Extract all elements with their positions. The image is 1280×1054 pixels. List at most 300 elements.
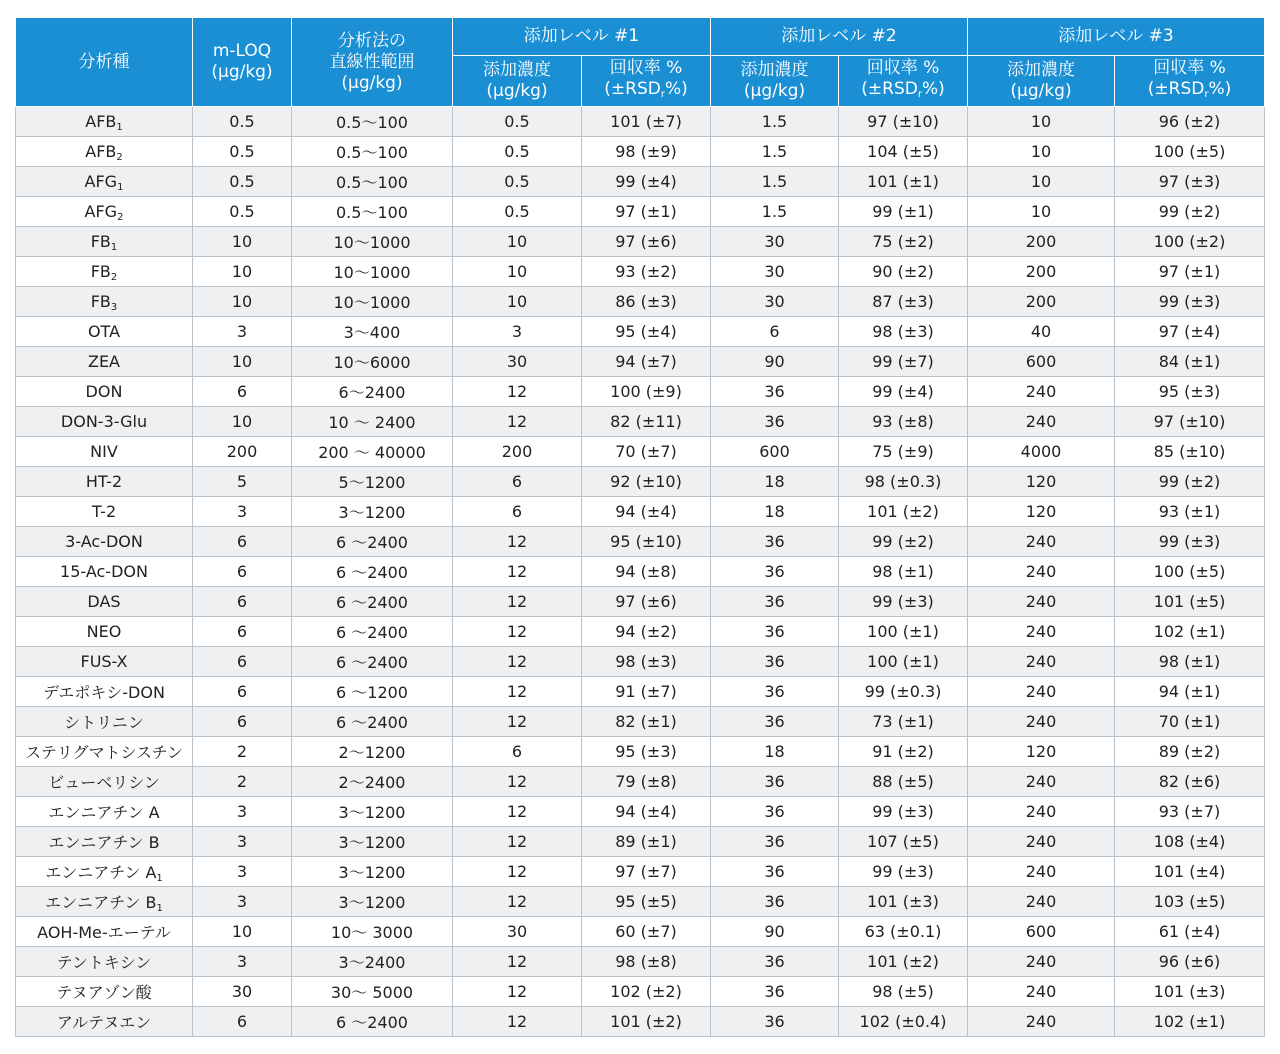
cell-linear-range: 3～2400 — [292, 947, 453, 977]
cell-recovery-2: 99 (±3) — [839, 587, 968, 617]
cell-conc-2: 36 — [711, 677, 839, 707]
cell-linear-range: 200 ～ 40000 — [292, 437, 453, 467]
table-row — [16, 497, 1265, 527]
cell-conc-2: 36 — [711, 707, 839, 737]
cell-analyte: ZEA — [16, 347, 193, 377]
cell-conc-2: 18 — [711, 737, 839, 767]
cell-conc-2: 36 — [711, 767, 839, 797]
recovery-table — [15, 17, 1265, 1037]
cell-conc-1: 0.5 — [453, 167, 582, 197]
cell-analyte: エンニアチン $A_1$ — [16, 857, 193, 887]
cell-conc-3: 600 — [968, 917, 1115, 947]
cell-conc-2: 36 — [711, 587, 839, 617]
cell-linear-range: 0.5～100 — [292, 137, 453, 167]
cell-analyte: エンニアチン A — [16, 797, 193, 827]
cell-linear-range: 5～1200 — [292, 467, 453, 497]
cell-recovery-2: 100 (±1) — [839, 647, 968, 677]
cell-linear-range: 0.5～100 — [292, 197, 453, 227]
cell-mloq: 3 — [193, 797, 292, 827]
table-row — [16, 197, 1265, 227]
header-linear-range: 分析法の 直線性範囲 (μg/kg) — [292, 18, 453, 107]
cell-mloq: 6 — [193, 677, 292, 707]
cell-recovery-3: 102 (±1) — [1115, 1007, 1265, 1037]
cell-conc-3: 240 — [968, 857, 1115, 887]
cell-conc-3: 240 — [968, 557, 1115, 587]
cell-conc-2: 30 — [711, 287, 839, 317]
cell-linear-range: 30～ 5000 — [292, 977, 453, 1007]
cell-recovery-1: 94 (±2) — [582, 617, 711, 647]
cell-recovery-2: 75 (±2) — [839, 227, 968, 257]
header-level-2: 添加レベル #2 — [711, 18, 968, 56]
cell-conc-1: 12 — [453, 827, 582, 857]
cell-recovery-2: 88 (±5) — [839, 767, 968, 797]
cell-conc-2: 36 — [711, 887, 839, 917]
cell-conc-1: 10 — [453, 257, 582, 287]
cell-conc-1: 12 — [453, 947, 582, 977]
cell-recovery-3: 61 (±4) — [1115, 917, 1265, 947]
cell-conc-2: 36 — [711, 527, 839, 557]
cell-recovery-1: 95 (±3) — [582, 737, 711, 767]
cell-analyte: $AFG_1$ — [16, 167, 193, 197]
cell-recovery-3: 85 (±10) — [1115, 437, 1265, 467]
cell-linear-range: 6 ～2400 — [292, 617, 453, 647]
cell-analyte: $FB_2$ — [16, 257, 193, 287]
cell-conc-2: 36 — [711, 647, 839, 677]
table-row — [16, 647, 1265, 677]
cell-recovery-1: 92 (±10) — [582, 467, 711, 497]
cell-mloq: 6 — [193, 587, 292, 617]
cell-mloq: 10 — [193, 347, 292, 377]
table-row — [16, 257, 1265, 287]
cell-conc-1: 12 — [453, 887, 582, 917]
cell-linear-range: 6 ～2400 — [292, 1007, 453, 1037]
cell-conc-3: 600 — [968, 347, 1115, 377]
cell-recovery-1: 101 (±2) — [582, 1007, 711, 1037]
recovery-table-container — [15, 17, 1264, 1037]
cell-linear-range: 3～1200 — [292, 887, 453, 917]
cell-analyte: テントキシン — [16, 947, 193, 977]
cell-analyte: ステリグマトシスチン — [16, 737, 193, 767]
cell-mloq: 0.5 — [193, 137, 292, 167]
cell-conc-2: 1.5 — [711, 197, 839, 227]
cell-mloq: 0.5 — [193, 197, 292, 227]
cell-recovery-3: 100 (±5) — [1115, 137, 1265, 167]
cell-analyte: OTA — [16, 317, 193, 347]
table-row — [16, 377, 1265, 407]
cell-conc-3: 120 — [968, 737, 1115, 767]
cell-recovery-2: 97 (±10) — [839, 107, 968, 137]
cell-recovery-2: 93 (±8) — [839, 407, 968, 437]
cell-recovery-2: 99 (±1) — [839, 197, 968, 227]
cell-linear-range: 3～1200 — [292, 827, 453, 857]
cell-conc-2: 36 — [711, 797, 839, 827]
table-row — [16, 677, 1265, 707]
cell-linear-range: 10～1000 — [292, 227, 453, 257]
cell-linear-range: 3～400 — [292, 317, 453, 347]
cell-mloq: 3 — [193, 827, 292, 857]
cell-recovery-1: 70 (±7) — [582, 437, 711, 467]
cell-recovery-3: 99 (±2) — [1115, 467, 1265, 497]
table-header — [16, 18, 1265, 107]
cell-recovery-1: 95 (±4) — [582, 317, 711, 347]
cell-analyte: $AFG_2$ — [16, 197, 193, 227]
header-recovery-2: 回収率 % (±RSDr%) — [839, 56, 968, 107]
cell-recovery-3: 99 (±3) — [1115, 287, 1265, 317]
cell-linear-range: 6 ～2400 — [292, 527, 453, 557]
cell-linear-range: 0.5～100 — [292, 167, 453, 197]
cell-mloq: 10 — [193, 257, 292, 287]
cell-analyte: NIV — [16, 437, 193, 467]
cell-conc-2: 36 — [711, 617, 839, 647]
cell-mloq: 6 — [193, 647, 292, 677]
cell-conc-2: 1.5 — [711, 107, 839, 137]
cell-recovery-2: 63 (±0.1) — [839, 917, 968, 947]
cell-recovery-1: 86 (±3) — [582, 287, 711, 317]
cell-recovery-1: 94 (±7) — [582, 347, 711, 377]
cell-mloq: 3 — [193, 317, 292, 347]
cell-conc-1: 12 — [453, 707, 582, 737]
cell-recovery-1: 101 (±7) — [582, 107, 711, 137]
table-body — [16, 107, 1265, 1037]
cell-recovery-1: 94 (±8) — [582, 557, 711, 587]
cell-conc-3: 240 — [968, 887, 1115, 917]
cell-analyte: HT-2 — [16, 467, 193, 497]
cell-conc-2: 6 — [711, 317, 839, 347]
cell-recovery-1: 97 (±6) — [582, 587, 711, 617]
table-row — [16, 797, 1265, 827]
cell-recovery-1: 95 (±10) — [582, 527, 711, 557]
header-conc-3: 添加濃度 (μg/kg) — [968, 56, 1115, 107]
cell-linear-range: 10～6000 — [292, 347, 453, 377]
header-level-3: 添加レベル #3 — [968, 18, 1265, 56]
cell-analyte: T-2 — [16, 497, 193, 527]
cell-recovery-3: 94 (±1) — [1115, 677, 1265, 707]
cell-recovery-1: 89 (±1) — [582, 827, 711, 857]
cell-conc-3: 240 — [968, 947, 1115, 977]
cell-recovery-3: 95 (±3) — [1115, 377, 1265, 407]
cell-conc-3: 10 — [968, 107, 1115, 137]
cell-linear-range: 6 ～2400 — [292, 587, 453, 617]
cell-conc-2: 36 — [711, 827, 839, 857]
cell-conc-1: 12 — [453, 587, 582, 617]
cell-linear-range: 6 ～1200 — [292, 677, 453, 707]
cell-mloq: 6 — [193, 377, 292, 407]
table-row — [16, 167, 1265, 197]
table-row — [16, 437, 1265, 467]
cell-recovery-2: 100 (±1) — [839, 617, 968, 647]
cell-recovery-2: 75 (±9) — [839, 437, 968, 467]
cell-conc-1: 200 — [453, 437, 582, 467]
table-row — [16, 737, 1265, 767]
cell-mloq: 6 — [193, 617, 292, 647]
cell-recovery-2: 107 (±5) — [839, 827, 968, 857]
cell-conc-1: 12 — [453, 407, 582, 437]
cell-analyte: FUS-X — [16, 647, 193, 677]
cell-recovery-1: 94 (±4) — [582, 497, 711, 527]
cell-conc-2: 36 — [711, 977, 839, 1007]
cell-conc-3: 200 — [968, 227, 1115, 257]
cell-conc-2: 18 — [711, 497, 839, 527]
table-row — [16, 527, 1265, 557]
cell-analyte: デエポキシ-DON — [16, 677, 193, 707]
cell-recovery-2: 99 (±4) — [839, 377, 968, 407]
cell-conc-1: 12 — [453, 377, 582, 407]
cell-recovery-2: 91 (±2) — [839, 737, 968, 767]
cell-recovery-3: 97 (±4) — [1115, 317, 1265, 347]
cell-conc-2: 36 — [711, 857, 839, 887]
cell-recovery-2: 99 (±3) — [839, 797, 968, 827]
cell-recovery-1: 102 (±2) — [582, 977, 711, 1007]
cell-conc-3: 10 — [968, 167, 1115, 197]
cell-recovery-2: 98 (±1) — [839, 557, 968, 587]
cell-recovery-2: 98 (±3) — [839, 317, 968, 347]
cell-recovery-1: 60 (±7) — [582, 917, 711, 947]
cell-conc-2: 1.5 — [711, 167, 839, 197]
cell-recovery-3: 101 (±3) — [1115, 977, 1265, 1007]
cell-recovery-2: 99 (±3) — [839, 857, 968, 887]
cell-linear-range: 6 ～2400 — [292, 647, 453, 677]
table-row — [16, 707, 1265, 737]
cell-conc-3: 240 — [968, 407, 1115, 437]
cell-recovery-2: 101 (±2) — [839, 947, 968, 977]
cell-mloq: 10 — [193, 917, 292, 947]
cell-linear-range: 10～ 3000 — [292, 917, 453, 947]
cell-recovery-2: 73 (±1) — [839, 707, 968, 737]
cell-conc-1: 12 — [453, 647, 582, 677]
cell-recovery-2: 98 (±5) — [839, 977, 968, 1007]
cell-conc-1: 10 — [453, 227, 582, 257]
cell-recovery-3: 70 (±1) — [1115, 707, 1265, 737]
cell-conc-3: 240 — [968, 527, 1115, 557]
cell-conc-3: 120 — [968, 467, 1115, 497]
cell-conc-1: 3 — [453, 317, 582, 347]
cell-conc-1: 30 — [453, 917, 582, 947]
cell-analyte: DON — [16, 377, 193, 407]
cell-recovery-3: 99 (±3) — [1115, 527, 1265, 557]
cell-conc-3: 240 — [968, 587, 1115, 617]
table-row — [16, 137, 1265, 167]
cell-conc-3: 240 — [968, 707, 1115, 737]
header-level-1: 添加レベル #1 — [453, 18, 711, 56]
cell-recovery-3: 99 (±2) — [1115, 197, 1265, 227]
cell-conc-3: 200 — [968, 257, 1115, 287]
cell-conc-1: 12 — [453, 857, 582, 887]
cell-recovery-1: 93 (±2) — [582, 257, 711, 287]
cell-conc-1: 12 — [453, 767, 582, 797]
cell-conc-1: 12 — [453, 1007, 582, 1037]
cell-recovery-2: 101 (±3) — [839, 887, 968, 917]
cell-mloq: 3 — [193, 887, 292, 917]
cell-conc-3: 240 — [968, 797, 1115, 827]
cell-mloq: 5 — [193, 467, 292, 497]
cell-linear-range: 10 ～ 2400 — [292, 407, 453, 437]
cell-conc-1: 0.5 — [453, 197, 582, 227]
cell-analyte: $FB_3$ — [16, 287, 193, 317]
cell-analyte: $FB_1$ — [16, 227, 193, 257]
cell-conc-2: 90 — [711, 347, 839, 377]
cell-conc-3: 240 — [968, 377, 1115, 407]
header-recovery-3: 回収率 % (±RSDr%) — [1115, 56, 1265, 107]
cell-analyte: NEO — [16, 617, 193, 647]
cell-recovery-1: 97 (±1) — [582, 197, 711, 227]
cell-recovery-3: 97 (±3) — [1115, 167, 1265, 197]
cell-mloq: 6 — [193, 707, 292, 737]
header-analyte: 分析種 — [16, 18, 193, 107]
cell-conc-2: 30 — [711, 257, 839, 287]
table-row — [16, 317, 1265, 347]
cell-linear-range: 10～1000 — [292, 287, 453, 317]
table-row — [16, 347, 1265, 377]
cell-analyte: シトリニン — [16, 707, 193, 737]
cell-linear-range: 3～1200 — [292, 497, 453, 527]
cell-linear-range: 10～1000 — [292, 257, 453, 287]
cell-conc-2: 36 — [711, 947, 839, 977]
cell-mloq: 6 — [193, 527, 292, 557]
cell-linear-range: 6 ～2400 — [292, 707, 453, 737]
table-row — [16, 857, 1265, 887]
cell-conc-1: 12 — [453, 677, 582, 707]
cell-conc-2: 36 — [711, 1007, 839, 1037]
cell-analyte: 3-Ac-DON — [16, 527, 193, 557]
cell-recovery-2: 101 (±2) — [839, 497, 968, 527]
table-row — [16, 107, 1265, 137]
cell-conc-1: 12 — [453, 617, 582, 647]
cell-conc-2: 600 — [711, 437, 839, 467]
cell-recovery-3: 93 (±1) — [1115, 497, 1265, 527]
cell-analyte: ビューベリシン — [16, 767, 193, 797]
cell-mloq: 0.5 — [193, 107, 292, 137]
cell-recovery-2: 102 (±0.4) — [839, 1007, 968, 1037]
header-recovery-1: 回収率 % (±RSDr%) — [582, 56, 711, 107]
cell-recovery-3: 101 (±5) — [1115, 587, 1265, 617]
table-row — [16, 617, 1265, 647]
cell-analyte: AOH-Me-エーテル — [16, 917, 193, 947]
cell-recovery-3: 82 (±6) — [1115, 767, 1265, 797]
cell-conc-1: 12 — [453, 797, 582, 827]
cell-mloq: 10 — [193, 227, 292, 257]
cell-recovery-2: 98 (±0.3) — [839, 467, 968, 497]
cell-mloq: 10 — [193, 287, 292, 317]
cell-analyte: アルテヌエン — [16, 1007, 193, 1037]
cell-conc-3: 40 — [968, 317, 1115, 347]
cell-conc-3: 10 — [968, 197, 1115, 227]
cell-conc-1: 12 — [453, 527, 582, 557]
cell-recovery-1: 82 (±1) — [582, 707, 711, 737]
table-row — [16, 287, 1265, 317]
cell-mloq: 6 — [193, 557, 292, 587]
table-row — [16, 917, 1265, 947]
table-row — [16, 467, 1265, 497]
cell-recovery-2: 90 (±2) — [839, 257, 968, 287]
cell-conc-2: 30 — [711, 227, 839, 257]
cell-conc-2: 36 — [711, 377, 839, 407]
cell-recovery-3: 97 (±10) — [1115, 407, 1265, 437]
cell-recovery-3: 100 (±2) — [1115, 227, 1265, 257]
cell-recovery-2: 99 (±0.3) — [839, 677, 968, 707]
cell-recovery-1: 99 (±4) — [582, 167, 711, 197]
cell-recovery-1: 98 (±8) — [582, 947, 711, 977]
cell-linear-range: 2～2400 — [292, 767, 453, 797]
cell-recovery-2: 99 (±7) — [839, 347, 968, 377]
cell-recovery-1: 95 (±5) — [582, 887, 711, 917]
cell-recovery-3: 96 (±6) — [1115, 947, 1265, 977]
cell-recovery-2: 87 (±3) — [839, 287, 968, 317]
table-row — [16, 1007, 1265, 1037]
table-row — [16, 827, 1265, 857]
cell-recovery-3: 89 (±2) — [1115, 737, 1265, 767]
cell-mloq: 6 — [193, 1007, 292, 1037]
cell-recovery-3: 100 (±5) — [1115, 557, 1265, 587]
cell-conc-2: 18 — [711, 467, 839, 497]
cell-analyte: DON-3-Glu — [16, 407, 193, 437]
table-row — [16, 557, 1265, 587]
cell-conc-1: 0.5 — [453, 107, 582, 137]
cell-recovery-3: 84 (±1) — [1115, 347, 1265, 377]
cell-analyte: エンニアチン B — [16, 827, 193, 857]
cell-analyte: DAS — [16, 587, 193, 617]
table-row — [16, 767, 1265, 797]
cell-linear-range: 3～1200 — [292, 857, 453, 887]
cell-conc-1: 10 — [453, 287, 582, 317]
header-conc-2: 添加濃度 (μg/kg) — [711, 56, 839, 107]
cell-recovery-1: 94 (±4) — [582, 797, 711, 827]
cell-recovery-3: 101 (±4) — [1115, 857, 1265, 887]
cell-recovery-3: 98 (±1) — [1115, 647, 1265, 677]
cell-analyte: $AFB_1$ — [16, 107, 193, 137]
cell-recovery-1: 98 (±3) — [582, 647, 711, 677]
cell-conc-1: 12 — [453, 977, 582, 1007]
cell-analyte: テヌアゾン酸 — [16, 977, 193, 1007]
cell-recovery-1: 97 (±6) — [582, 227, 711, 257]
cell-conc-2: 1.5 — [711, 137, 839, 167]
cell-conc-1: 30 — [453, 347, 582, 377]
cell-conc-3: 240 — [968, 647, 1115, 677]
table-row — [16, 977, 1265, 1007]
cell-analyte: $AFB_2$ — [16, 137, 193, 167]
cell-recovery-3: 102 (±1) — [1115, 617, 1265, 647]
table-row — [16, 407, 1265, 437]
cell-conc-3: 240 — [968, 767, 1115, 797]
cell-recovery-3: 97 (±1) — [1115, 257, 1265, 287]
cell-conc-1: 0.5 — [453, 137, 582, 167]
cell-conc-2: 36 — [711, 407, 839, 437]
cell-recovery-1: 100 (±9) — [582, 377, 711, 407]
cell-conc-3: 240 — [968, 827, 1115, 857]
cell-linear-range: 2～1200 — [292, 737, 453, 767]
cell-conc-1: 6 — [453, 737, 582, 767]
cell-conc-3: 4000 — [968, 437, 1115, 467]
table-row — [16, 227, 1265, 257]
cell-recovery-2: 101 (±1) — [839, 167, 968, 197]
cell-mloq: 200 — [193, 437, 292, 467]
cell-recovery-1: 91 (±7) — [582, 677, 711, 707]
cell-recovery-1: 79 (±8) — [582, 767, 711, 797]
cell-recovery-3: 93 (±7) — [1115, 797, 1265, 827]
cell-mloq: 10 — [193, 407, 292, 437]
header-conc-1: 添加濃度 (μg/kg) — [453, 56, 582, 107]
cell-mloq: 0.5 — [193, 167, 292, 197]
cell-linear-range: 6 ～2400 — [292, 557, 453, 587]
table-row — [16, 887, 1265, 917]
cell-recovery-3: 103 (±5) — [1115, 887, 1265, 917]
cell-recovery-1: 97 (±7) — [582, 857, 711, 887]
header-mloq: m-LOQ (μg/kg) — [193, 18, 292, 107]
cell-mloq: 2 — [193, 737, 292, 767]
cell-recovery-1: 98 (±9) — [582, 137, 711, 167]
cell-mloq: 30 — [193, 977, 292, 1007]
cell-conc-3: 240 — [968, 677, 1115, 707]
cell-recovery-1: 82 (±11) — [582, 407, 711, 437]
